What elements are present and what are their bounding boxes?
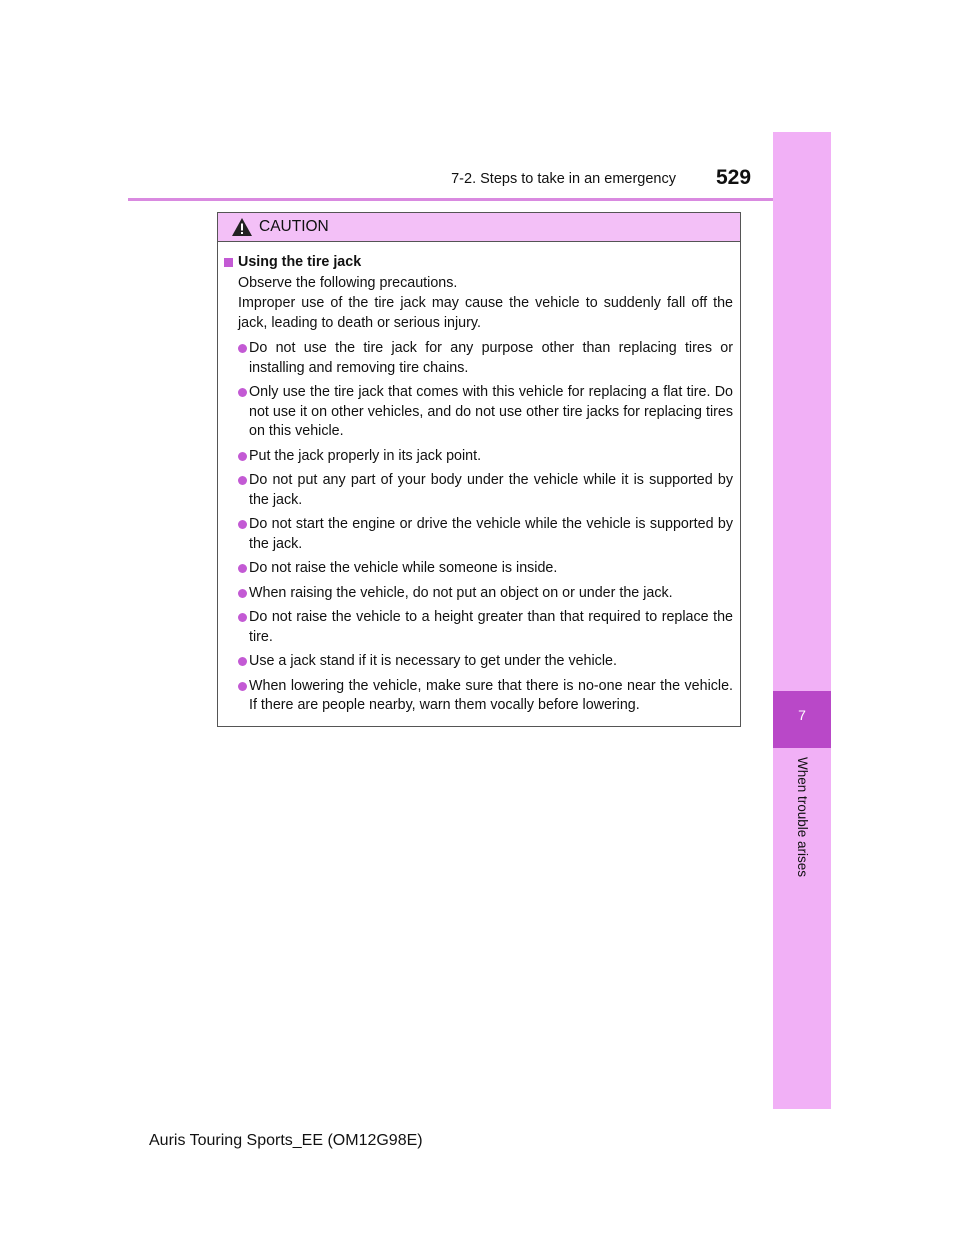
caution-list: [224, 339, 733, 716]
round-bullet-icon: [238, 452, 247, 461]
list-item: Do not raise the vehicle to a height greater than that required to replace the tire.: [224, 608, 733, 647]
round-bullet-icon: [238, 589, 247, 598]
chapter-number: 7: [798, 707, 806, 723]
caution-box: [217, 212, 741, 727]
caution-header: [218, 213, 740, 242]
round-bullet-icon: [238, 657, 247, 666]
square-bullet-icon: [224, 258, 233, 267]
warning-triangle-icon: [231, 217, 253, 237]
list-item: When lowering the vehicle, make sure that there is no-one near the vehicle. If there are people nearby, warn them vocally before lowering.: [224, 677, 733, 716]
caution-heading: [224, 253, 733, 273]
list-item: Do not raise the vehicle while someone is inside.: [224, 559, 733, 579]
running-header-section: 7-2. Steps to take in an emergency: [451, 171, 676, 187]
chapter-side-tab: [773, 132, 831, 1109]
chapter-title: When trouble arises: [795, 757, 810, 878]
caution-intro-2: Improper use of the tire jack may cause the vehicle to suddenly fall off the jack, leading to death or serious injury.: [238, 295, 733, 331]
caution-intro-1: Observe the following precautions.: [238, 274, 458, 291]
round-bullet-icon: [238, 476, 247, 485]
list-item: When raising the vehicle, do not put an object on or under the jack.: [224, 584, 733, 604]
page-number: 529: [716, 166, 752, 189]
round-bullet-icon: [238, 682, 247, 691]
caution-content: [224, 253, 733, 721]
round-bullet-icon: [238, 520, 247, 529]
list-item: Use a jack stand if it is necessary to get under the vehicle.: [224, 652, 733, 672]
chapter-title-vertical: [792, 757, 812, 897]
footer-model-code: Auris Touring Sports_EE (OM12G98E): [149, 1132, 423, 1149]
list-item: Do not use the tire jack for any purpose other than replacing tires or installing and removing tire chains.: [224, 339, 733, 378]
list-item: Put the jack properly in its jack point.: [224, 447, 733, 467]
list-item: Only use the tire jack that comes with this vehicle for replacing a flat tire. Do not use it on other vehicles, and do not use other tire jacks for replacing tires on this vehicle.: [224, 383, 733, 442]
round-bullet-icon: [238, 564, 247, 573]
caution-heading-text: Using the tire jack: [238, 254, 362, 270]
round-bullet-icon: [238, 613, 247, 622]
round-bullet-icon: [238, 344, 247, 353]
caution-title: CAUTION: [259, 218, 329, 235]
header-divider: [128, 198, 831, 201]
list-item: Do not start the engine or drive the vehicle while the vehicle is supported by the jack.: [224, 515, 733, 554]
round-bullet-icon: [238, 388, 247, 397]
list-item: Do not put any part of your body under the vehicle while it is supported by the jack.: [224, 471, 733, 510]
